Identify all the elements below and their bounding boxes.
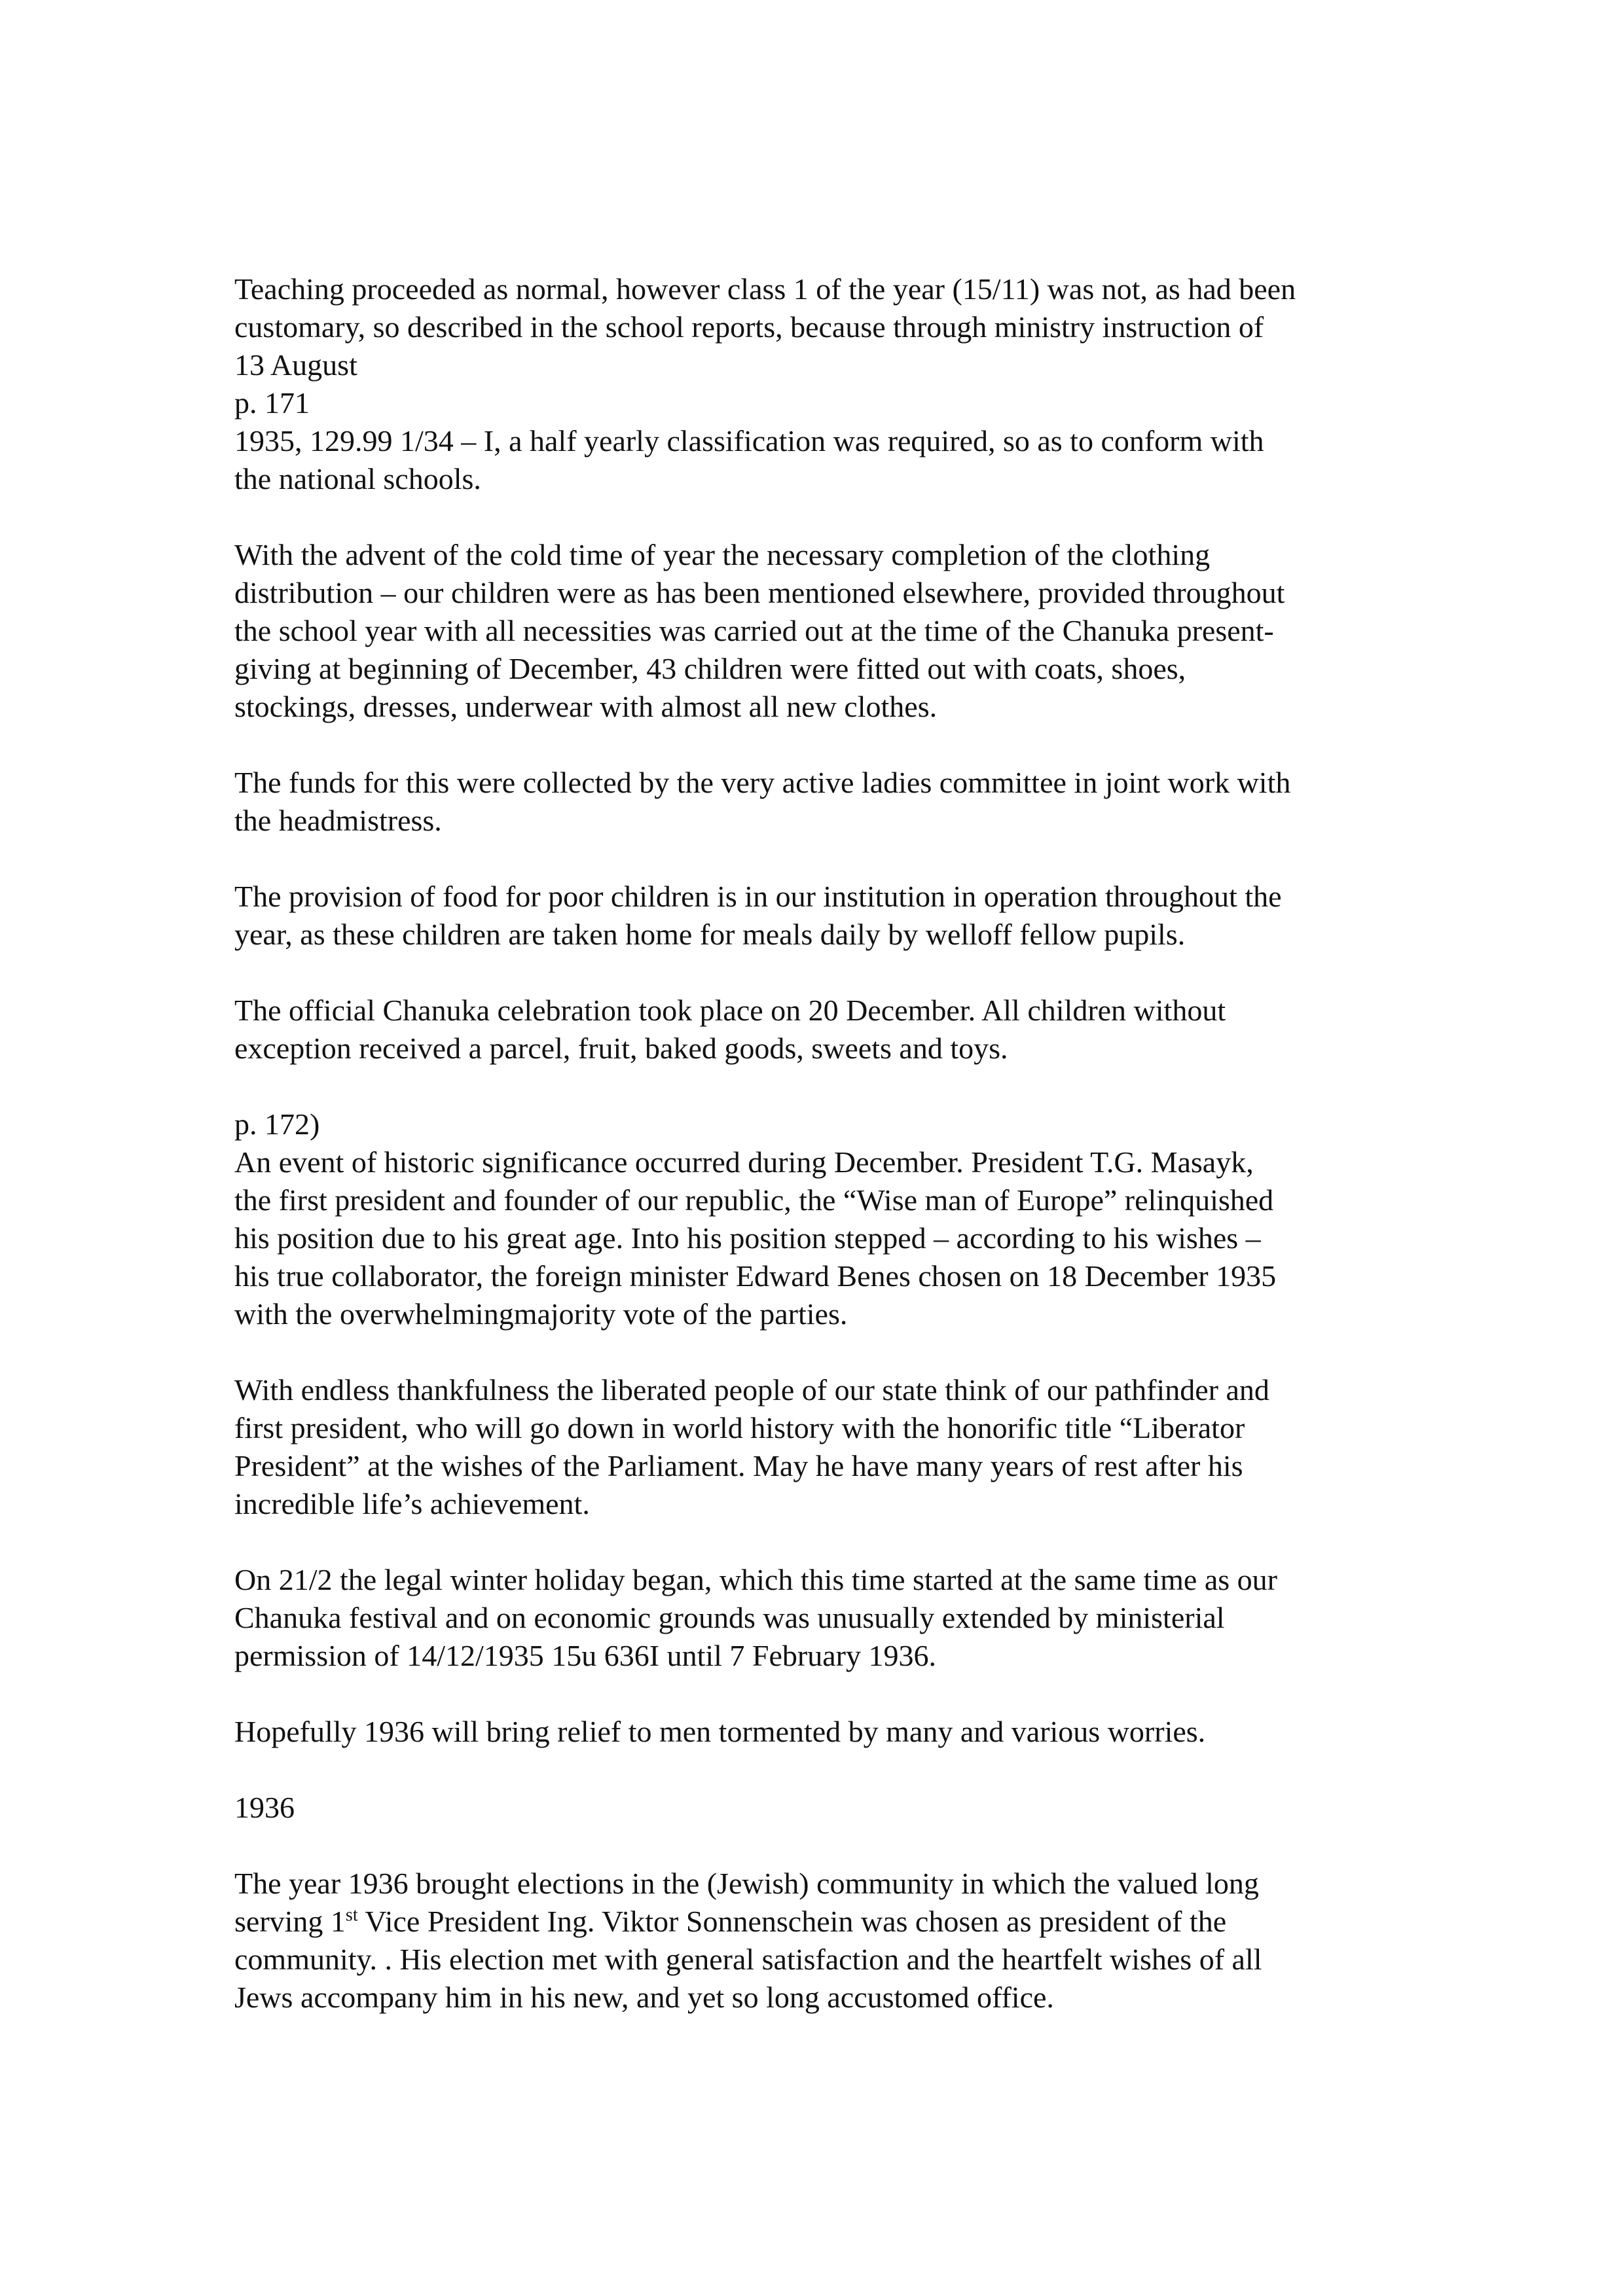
text-line: 13 August	[234, 348, 357, 382]
text-line: giving at beginning of December, 43 children were fitted out with coats, shoes,	[234, 652, 1186, 685]
year-heading: 1936	[234, 1791, 295, 1824]
text-line: On 21/2 the legal winter holiday began, which this time started at the same time as our	[234, 1563, 1277, 1596]
text-line: community. . His election met with general satisfaction and the heartfelt wishes of all	[234, 1943, 1262, 1976]
text-line: stockings, dresses, underwear with almost all new clothes.	[234, 690, 938, 723]
text-line: With the advent of the cold time of year the necessary completion of the clothing	[234, 538, 1211, 571]
text-line: With endless thankfulness the liberated people of our state think of our pathfinder and	[234, 1373, 1269, 1407]
paragraph-food-provision	[234, 878, 1413, 954]
text-line	[234, 1903, 1413, 1941]
text-line: Jews accompany him in his new, and yet so long accustomed office.	[234, 1981, 1054, 2014]
text-line: year, as these children are taken home for meals daily by welloff fellow pupils.	[234, 918, 1186, 951]
text-line: customary, so described in the school reports, because through ministry instruction of	[234, 310, 1264, 344]
text-line: President” at the wishes of the Parliament. May he have many years of rest after his	[234, 1449, 1243, 1482]
text-line: the first president and founder of our republic, the “Wise man of Europe” relinquished	[234, 1183, 1274, 1217]
document-body	[234, 270, 1413, 2054]
text-line: The year 1936 brought elections in the (Jewish) community in which the valued long	[234, 1867, 1259, 1900]
paragraph-chanuka-celebration	[234, 992, 1413, 1067]
text-line: with the overwhelmingmajority vote of the parties.	[234, 1297, 848, 1331]
text-line: permission of 14/12/1935 15u 636I until 7 February 1936.	[234, 1639, 936, 1672]
paragraph-winter-holiday	[234, 1561, 1413, 1675]
text-line: The provision of food for poor children is in our institution in operation throughout the	[234, 880, 1282, 913]
text-line: The funds for this were collected by the very active ladies committee in joint work with	[234, 766, 1291, 799]
paragraph-class-reports	[234, 270, 1413, 498]
page-reference: p. 171	[234, 386, 310, 420]
text-line: exception received a parcel, fruit, baked goods, sweets and toys.	[234, 1031, 1008, 1065]
ordinal-suffix: st	[345, 1905, 358, 1926]
text-line: Hopefully 1936 will bring relief to men tormented by many and various worries.	[234, 1715, 1206, 1748]
text-line: incredible life’s achievement.	[234, 1487, 590, 1520]
text-line: first president, who will go down in world history with the honorific title “Liberator	[234, 1411, 1245, 1444]
text-line: distribution – our children were as has been mentioned elsewhere, provided throughout	[234, 576, 1285, 609]
paragraph-thankfulness	[234, 1371, 1413, 1523]
text-line: Chanuka festival and on economic grounds was unusually extended by ministerial	[234, 1601, 1225, 1634]
section-year-heading	[234, 1789, 1413, 1827]
page-reference: p. 172)	[234, 1107, 320, 1141]
text-line: his true collaborator, the foreign minister Edward Benes chosen on 18 December 1935	[234, 1259, 1277, 1293]
text-line: the headmistress.	[234, 804, 442, 837]
text-fragment: serving 1	[234, 1905, 346, 1938]
paragraph-hopefully	[234, 1713, 1413, 1751]
text-line: the school year with all necessities was carried out at the time of the Chanuka present-	[234, 614, 1274, 647]
paragraph-clothing-distribution	[234, 536, 1413, 726]
text-line: Teaching proceeded as normal, however class 1 of the year (15/11) was not, as had been	[234, 272, 1296, 306]
text-fragment: Vice President Ing. Viktor Sonnenschein was chosen as president of the	[357, 1905, 1227, 1938]
text-line: An event of historic significance occurred during December. President T.G. Masayk,	[234, 1145, 1254, 1179]
text-line: The official Chanuka celebration took place on 20 December. All children without	[234, 994, 1226, 1027]
text-line: his position due to his great age. Into his position stepped – according to his wishes –	[234, 1221, 1261, 1255]
paragraph-president-event	[234, 1105, 1413, 1333]
paragraph-funds	[234, 764, 1413, 840]
text-line: 1935, 129.99 1/34 – I, a half yearly classification was required, so as to conform with	[234, 424, 1264, 457]
text-line: the national schools.	[234, 462, 481, 495]
paragraph-elections	[234, 1865, 1413, 2017]
